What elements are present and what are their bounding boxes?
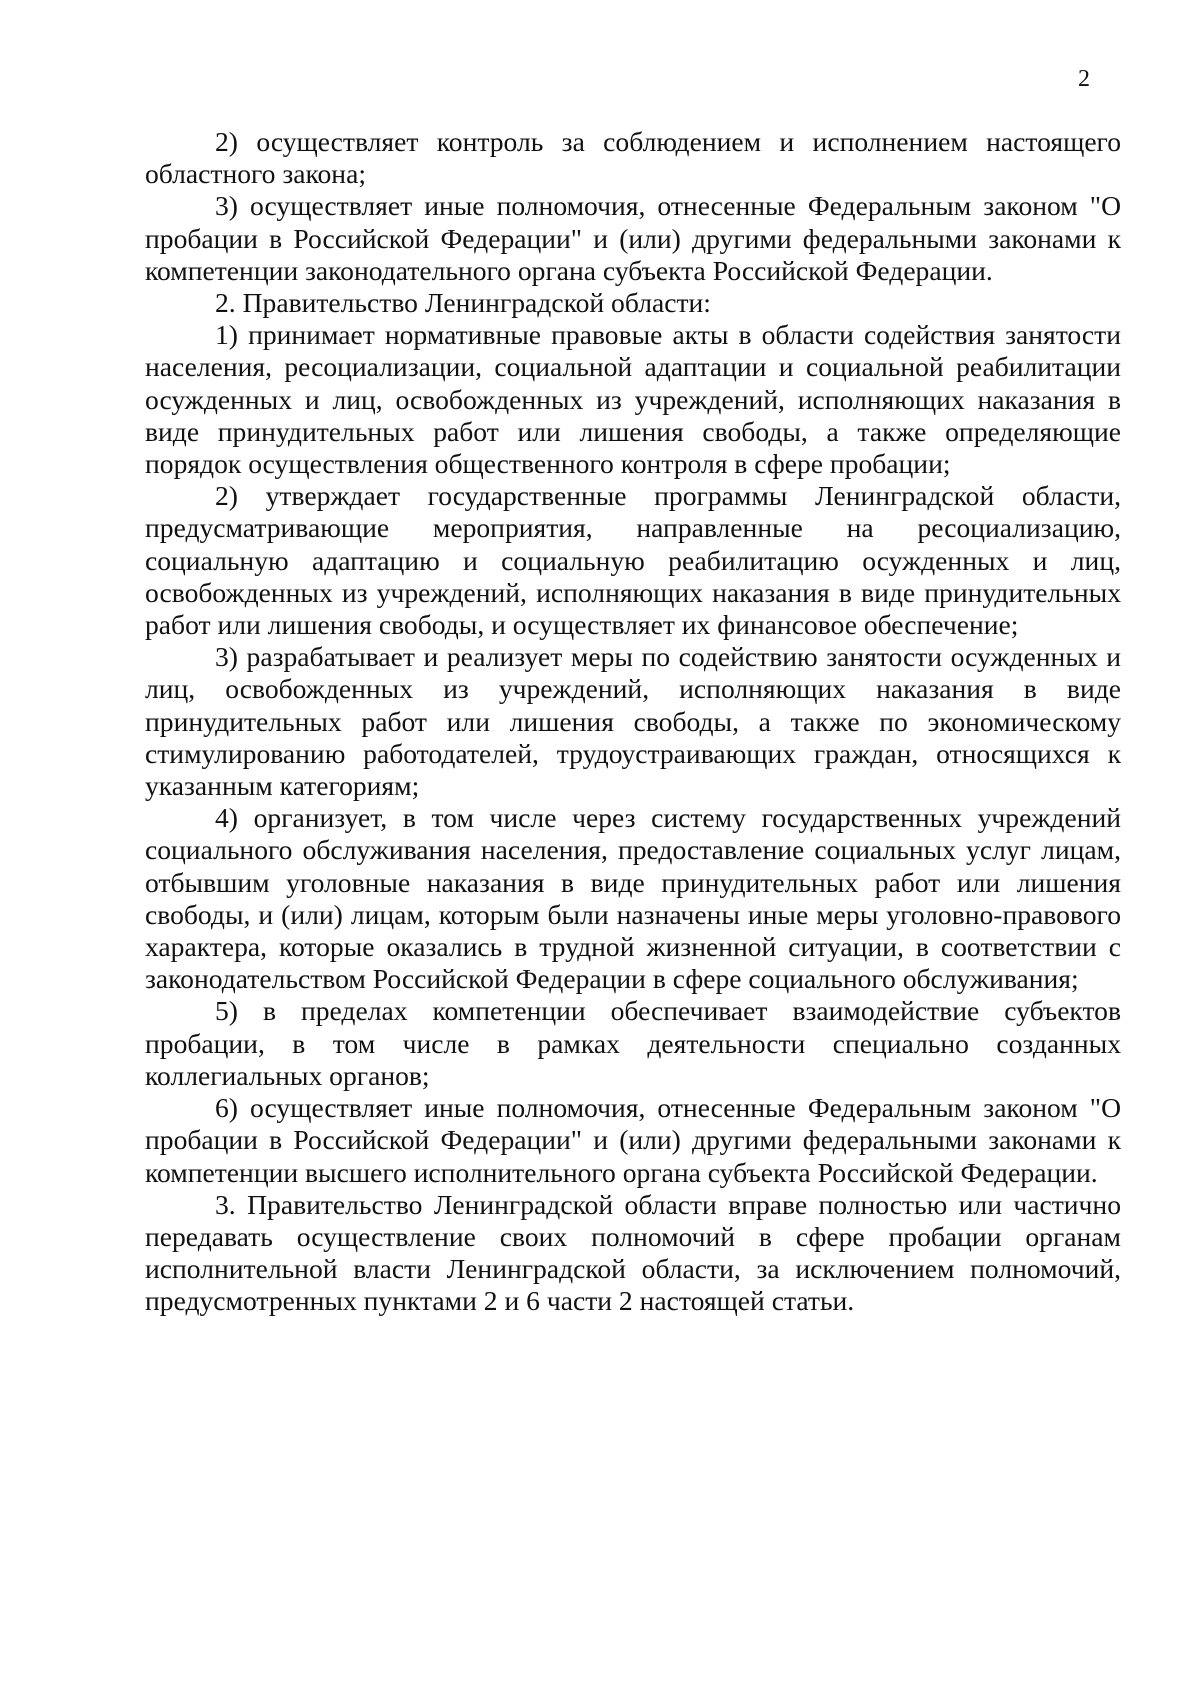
paragraph-item-5-interaction: 5) в пределах компетенции обеспечивает взаимодействие субъектов пробации, в том числе в рамках деятельности специально созданных коллегиальных органов; [145, 995, 1121, 1091]
paragraph-item-6-other-powers: 6) осуществляет иные полномочия, отнесенные Федеральным законом "О пробации в Российской Федерации" и (или) другими федеральными законами к компетенции высшего исполнительного органа субъекта Российской Федерации. [145, 1092, 1121, 1188]
paragraph-item-3-other-powers: 3) осуществляет иные полномочия, отнесенные Федеральным законом "О пробации в Российской Федерации" и (или) другими федеральными законами к компетенции законодательного органа субъекта Российской Федерации. [145, 190, 1121, 286]
paragraph-part-3-delegation: 3. Правительство Ленинградской области вправе полностью или частично передавать осуществление своих полномочий в сфере пробации органам исполнительной власти Ленинградской области, за исключением полномочий, предусмотренных пунктами 2 и 6 части 2 настоящей статьи. [145, 1188, 1121, 1317]
paragraph-item-2-control: 2) осуществляет контроль за соблюдением и исполнением настоящего областного закона; [145, 126, 1121, 190]
page-number: 2 [1078, 66, 1090, 92]
paragraph-item-3-employment-measures: 3) разрабатывает и реализует меры по содействию занятости осужденных и лиц, освобожденных из учреждений, исполняющих наказания в виде принудительных работ или лишения свободы, а также по экономическому стимулированию работодателей, трудоустраивающих граждан, относящихся к указанным категориям; [145, 641, 1121, 802]
paragraph-item-1-normative-acts: 1) принимает нормативные правовые акты в области содействия занятости населения, ресоциализации, социальной адаптации и социальной реабилитации осужденных и лиц, освобожденных из учреждений, исполняющих наказания в виде принудительных работ или лишения свободы, а также определяющие порядок осуществления общественного контроля в сфере пробации; [145, 319, 1121, 480]
paragraph-part-2-heading: 2. Правительство Ленинградской области: [215, 287, 711, 319]
document-body [145, 126, 1121, 1318]
paragraph-item-4-social-services: 4) организует, в том числе через систему государственных учреждений социального обслуживания населения, предоставление социальных услуг лицам, отбывшим уголовные наказания в виде принудительных работ или лишения свободы, и (или) лицам, которым были назначены иные меры уголовно-правового характера, которые оказались в трудной жизненной ситуации, в соответствии с законодательством Российской Федерации в сфере социального обслуживания; [145, 802, 1121, 995]
paragraph-item-2-state-programs: 2) утверждает государственные программы Ленинградской области, предусматривающие мероприятия, направленные на ресоциализацию, социальную адаптацию и социальную реабилитацию осужденных и лиц, освобожденных из учреждений, исполняющих наказания в виде принудительных работ или лишения свободы, и осуществляет их финансовое обеспечение; [145, 480, 1121, 641]
